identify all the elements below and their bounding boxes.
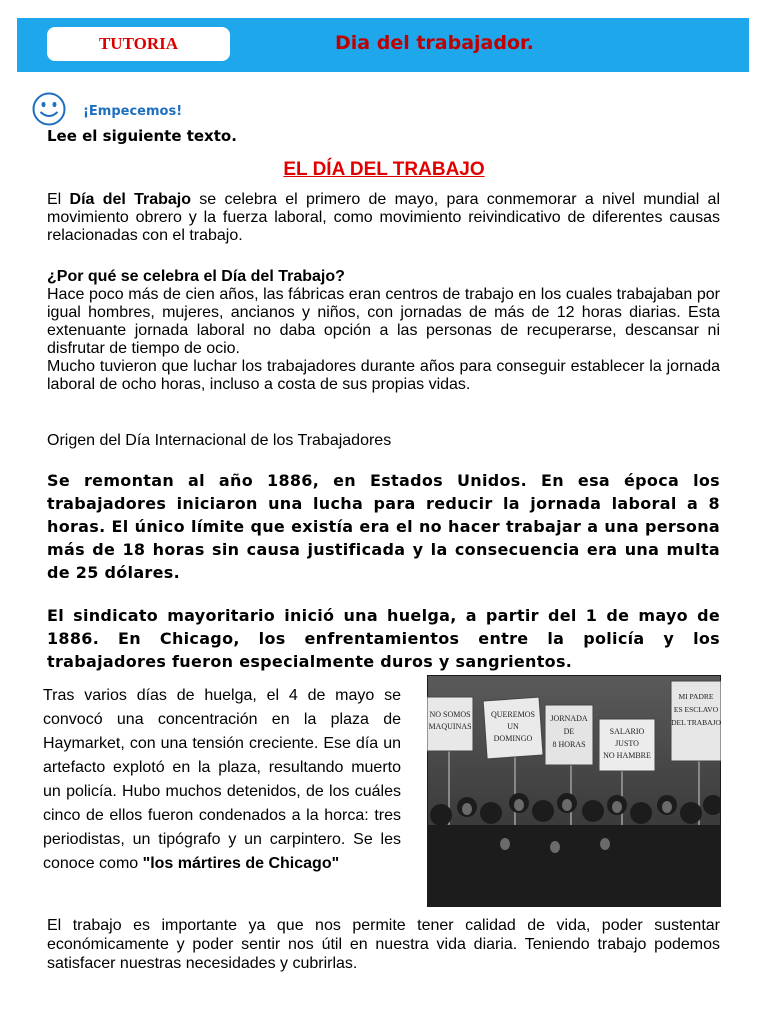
header-banner [17,18,749,72]
haymarket-paragraph [43,684,401,906]
svg-text:UN: UN [507,722,519,731]
svg-text:DE: DE [563,727,575,736]
origin-paragraph-2: El sindicato mayoritario inició una huelga, a partir del 1 de mayo de 1886. En Chicago, los enfrentamientos entre la policía y los trabajadores fueron especialmente duros y sangrientos. [47,606,720,671]
smiley-icon [31,91,67,127]
intro-lead: Día del Trabajo [69,191,192,208]
protest-sign-4 [599,719,655,771]
svg-text:ES ESCLAVO: ES ESCLAVO [673,705,719,714]
instruction: Lee el siguiente texto. [47,127,237,145]
closing-paragraph: El trabajo es importante ya que nos permite tener calidad de vida, poder sustentar económicamente y poder sentir nos útil en nuestra vida diaria. Teniendo trabajo podemos satisfacer nuestras necesidades y cubrirlas. [47,917,720,972]
svg-text:JORNADA: JORNADA [550,714,588,723]
article-title: EL DÍA DEL TRABAJO [283,159,485,180]
greeting: ¡Empecemos! [83,104,183,119]
paragraph-intro [47,191,720,245]
section-text-2: Mucho tuvieron que luchar los trabajadores durante años para conseguir establecer la jornada laboral de ocho horas, incluso a costa de sus propias vidas. [47,358,720,393]
section-why [47,268,720,394]
svg-text:8 HORAS: 8 HORAS [552,740,586,749]
svg-text:MAQUINAS: MAQUINAS [428,722,472,731]
protest-sign-2 [483,697,543,759]
svg-text:DOMINGO: DOMINGO [493,734,533,743]
svg-text:NO HAMBRE: NO HAMBRE [603,751,651,760]
protest-sign-1 [427,697,473,751]
protest-sign-3 [545,705,593,765]
svg-text:SALARIO: SALARIO [609,727,645,736]
intro-rest: se celebra el primero de mayo, para conmemorar a nivel mundial al movimiento obrero y la fuerza laboral, como movimiento reivindicativo de diferentes causas relacionadas con el trabajo. [47,191,721,244]
intro-pre: El [47,191,70,208]
haymarket-body: Tras varios días de huelga, el 4 de mayo se convocó una concentración en la plaza de Haymarket, con una tensión creciente. Ese día un artefacto explotó en la plaza, resultando muerto un policía. Hubo muchos detenidos, de los cuáles cinco de ellos fueron condenados a la horca: tres periodistas, un tipógrafo y un carpintero. Se les conoce como [43,687,401,872]
section-text-1: Hace poco más de cien años, las fábricas eran centros de trabajo en los cuales trabajaban por igual hombres, mujeres, ancianos y niños, con jornadas de más de 12 horas diarias. Esta extenuante jornada laboral no daba opción a las personas de recuperarse, descansar ni disfrutar de tiempo de ocio. [47,286,720,357]
svg-text:NO SOMOS: NO SOMOS [429,710,471,719]
origin-heading: Origen del Día Internacional de los Trabajadores [47,432,392,449]
section-question: ¿Por qué se celebra el Día del Trabajo? [47,268,345,285]
header-title: Dia del trabajador. [335,32,534,54]
protest-sign-5 [671,681,721,761]
martyrs-highlight: "los mártires de Chicago" [142,855,340,872]
svg-text:MI PADRE: MI PADRE [678,692,714,701]
protest-photo [427,675,721,907]
svg-text:DEL TRABAJO: DEL TRABAJO [671,718,721,727]
origin-paragraph-1: Se remontan al año 1886, en Estados Unidos. En esa época los trabajadores iniciaron una lucha para reducir la jornada laboral a 8 horas. El único límite que existía era el no hacer trabajar a una persona más de 18 horas sin causa justificada y la consecuencia era una multa de 25 dólares. [47,471,720,582]
svg-text:QUEREMOS: QUEREMOS [490,710,536,719]
tutoria-tag: TUTORIA [47,27,230,61]
svg-text:JUSTO: JUSTO [615,739,639,748]
